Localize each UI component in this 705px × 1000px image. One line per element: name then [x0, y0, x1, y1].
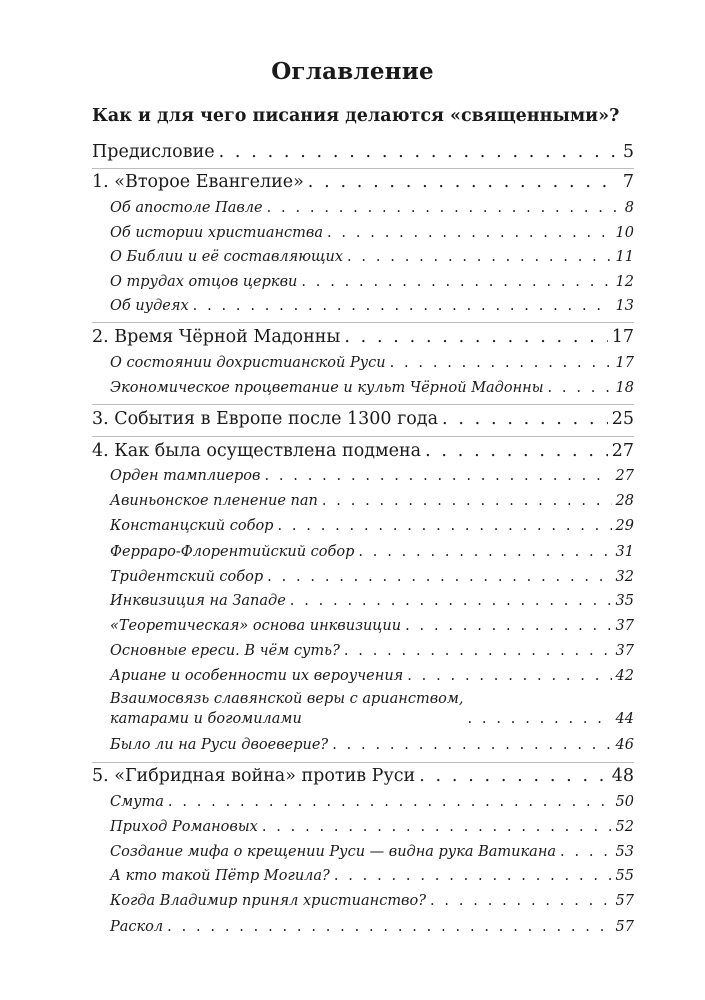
- toc-dot-leader: [264, 467, 611, 485]
- toc-entry-title: 2. Время Чёрной Мадонны: [92, 327, 341, 347]
- toc-dot-leader: [425, 440, 608, 462]
- toc-dot-leader: [332, 736, 611, 754]
- toc-entry-title: 5. «Гибридная война» против Руси: [92, 766, 416, 786]
- toc-entry-title: Тридентский собор: [110, 569, 264, 585]
- toc-page-number: 12: [615, 274, 634, 290]
- toc-page-number: 37: [615, 618, 634, 634]
- toc-page-number: 8: [624, 200, 634, 216]
- toc-separator: [92, 404, 634, 405]
- toc-page-number: 17: [611, 327, 634, 347]
- toc-chapter-entry[interactable]: [92, 326, 634, 348]
- toc-page-number: 17: [615, 355, 634, 371]
- toc-dot-leader: [308, 171, 619, 193]
- toc-page-number: 13: [615, 298, 634, 314]
- toc-entry-title: О Библии и её составляющих: [110, 249, 344, 265]
- toc-dot-leader: [430, 892, 612, 910]
- toc-page-number: 31: [615, 544, 634, 560]
- toc-page-number: 25: [611, 409, 634, 429]
- toc-separator: [92, 322, 634, 323]
- toc-section-entry[interactable]: [110, 273, 634, 291]
- toc-dot-leader: [327, 224, 612, 242]
- toc-page-number: 55: [615, 868, 634, 884]
- toc-entry-title: Создание мифа о крещении Руси — видна рука Ватикана: [110, 844, 557, 860]
- toc-page-number: 57: [615, 919, 634, 935]
- toc-entry-title: Экономическое процветание и культ Чёрной Мадонны: [110, 380, 544, 396]
- toc-page-number: 28: [615, 493, 634, 509]
- toc-chapter-entry[interactable]: [92, 171, 634, 193]
- toc-page-number: 35: [615, 593, 634, 609]
- toc-dot-leader: [219, 141, 619, 163]
- toc-dot-leader: [548, 379, 612, 397]
- toc-entry-title: Раскол: [110, 919, 164, 935]
- toc-section-entry[interactable]: [110, 492, 634, 510]
- toc-title: Оглавление: [271, 58, 434, 85]
- toc-page-number: 10: [615, 225, 634, 241]
- toc-entry-title: Смута: [110, 794, 164, 810]
- toc-entry-title: Приход Романовых: [110, 819, 258, 835]
- toc-entry-title: Когда Владимир принял христианство?: [110, 893, 427, 909]
- toc-section-entry[interactable]: [110, 517, 634, 535]
- toc-entry-title: Авиньонское пленение пап: [110, 493, 318, 509]
- toc-section-entry[interactable]: [110, 354, 634, 372]
- toc-section-entry[interactable]: [110, 667, 634, 685]
- toc-section-entry[interactable]: [110, 297, 634, 315]
- toc-dot-leader: [405, 617, 611, 635]
- toc-page-number: 53: [615, 844, 634, 860]
- toc-chapter-entry[interactable]: [92, 408, 634, 430]
- toc-section-entry[interactable]: [110, 736, 634, 754]
- toc-dot-leader: [334, 867, 612, 885]
- toc-page-number: 29: [615, 518, 634, 534]
- toc-dot-leader: [262, 818, 612, 836]
- toc-page-number: 7: [622, 172, 634, 192]
- toc-entry-title: Констанцский собор: [110, 518, 274, 534]
- toc-section-entry[interactable]: [110, 892, 634, 910]
- toc-entry-title: Об апостоле Павле: [110, 200, 263, 216]
- toc-chapter-entry[interactable]: [92, 440, 634, 462]
- toc-entry-title-line: Взаимосвязь славянской веры с арианством,: [110, 691, 464, 707]
- toc-section-entry[interactable]: [110, 568, 634, 586]
- toc-page-number: 27: [611, 441, 634, 461]
- toc-entry-title: Инквизиция на Западе: [110, 593, 286, 609]
- toc-entry-title: 4. Как была осуществлена подмена: [92, 441, 422, 461]
- toc-dot-leader: [468, 709, 612, 729]
- toc-dot-leader: [407, 667, 611, 685]
- toc-page-number: 37: [615, 643, 634, 659]
- toc-page-number: 48: [611, 766, 634, 786]
- toc-entry-title: Орден тамплиеров: [110, 468, 261, 484]
- toc-section-entry[interactable]: [110, 843, 634, 861]
- toc-page-number: 32: [615, 569, 634, 585]
- toc-page-number: 11: [615, 249, 634, 265]
- toc-entry-title: Ферраро-Флорентийский собор: [110, 544, 355, 560]
- toc-entry-title-line: катарами и богомилами: [110, 711, 302, 727]
- toc-entry-title: А кто такой Пётр Могила?: [110, 868, 330, 884]
- toc-chapter-entry[interactable]: [92, 765, 634, 787]
- toc-dot-leader: [442, 408, 608, 430]
- toc-dot-leader: [168, 793, 612, 811]
- toc-entry-title: Об иудеях: [110, 298, 189, 314]
- toc-section-entry[interactable]: [110, 867, 634, 885]
- toc-dot-leader: [358, 543, 611, 561]
- toc-section-entry[interactable]: [110, 543, 634, 561]
- toc-page-number: 57: [615, 893, 634, 909]
- toc-chapter-entry[interactable]: [92, 141, 634, 163]
- toc-dot-leader: [344, 326, 607, 348]
- toc-entry-title: Ариане и особенности их вероучения: [110, 668, 404, 684]
- toc-entry-title: 3. События в Европе после 1300 года: [92, 409, 439, 429]
- toc-section-entry[interactable]: [110, 818, 634, 836]
- toc-page-number: 18: [615, 380, 634, 396]
- toc-separator: [92, 436, 634, 437]
- toc-dot-leader: [277, 517, 611, 535]
- toc-dot-leader: [560, 843, 612, 861]
- toc-section-entry[interactable]: [110, 199, 634, 217]
- toc-dot-leader: [267, 199, 621, 217]
- toc-entry-title: Основные ереси. В чём суть?: [110, 643, 340, 659]
- toc-page-number: 44: [615, 711, 634, 727]
- toc-section-entry[interactable]: [110, 617, 634, 635]
- toc-entry-title: Было ли на Руси двоеверие?: [110, 737, 329, 753]
- toc-entry-title: [110, 689, 464, 729]
- toc-dot-leader: [390, 354, 612, 372]
- toc-section-entry[interactable]: [110, 592, 634, 610]
- toc-section-entry[interactable]: [110, 379, 634, 397]
- toc-entry-title: Предисловие: [92, 142, 215, 162]
- toc-entry-title: «Теоретическая» основа инквизиции: [110, 618, 402, 634]
- toc-page-number: 27: [615, 468, 634, 484]
- toc-entry-title: О состоянии дохристианской Руси: [110, 355, 386, 371]
- toc-section-entry[interactable]: [110, 793, 634, 811]
- toc-entry-title: О трудах отцов церкви: [110, 274, 298, 290]
- toc-section-entry[interactable]: [110, 467, 634, 485]
- toc-dot-leader: [347, 248, 612, 266]
- toc-page-number: 52: [615, 819, 634, 835]
- toc-page-number: 50: [615, 794, 634, 810]
- toc-page-number: 46: [615, 737, 634, 753]
- toc-subtitle: Как и для чего писания делаются «священными»?: [92, 106, 620, 126]
- toc-page-number: 42: [615, 668, 634, 684]
- toc-entry-title: Об истории христианства: [110, 225, 324, 241]
- toc-dot-leader: [322, 492, 612, 510]
- toc-dot-leader: [301, 273, 611, 291]
- toc-section-entry[interactable]: [110, 248, 634, 266]
- toc-section-entry[interactable]: [110, 224, 634, 242]
- toc-section-entry[interactable]: [110, 642, 634, 660]
- toc-dot-leader: [167, 918, 611, 936]
- toc-dot-leader: [290, 592, 612, 610]
- toc-dot-leader: [267, 568, 611, 586]
- toc-dot-leader: [344, 642, 612, 660]
- toc-page-number: 5: [622, 142, 634, 162]
- toc-section-entry[interactable]: [110, 918, 634, 936]
- toc-dot-leader: [419, 765, 608, 787]
- toc-separator: [92, 762, 634, 763]
- toc-entry-title: 1. «Второе Евангелие»: [92, 172, 304, 192]
- toc-separator: [92, 168, 634, 169]
- toc-section-entry[interactable]: [110, 689, 634, 729]
- toc-dot-leader: [193, 297, 612, 315]
